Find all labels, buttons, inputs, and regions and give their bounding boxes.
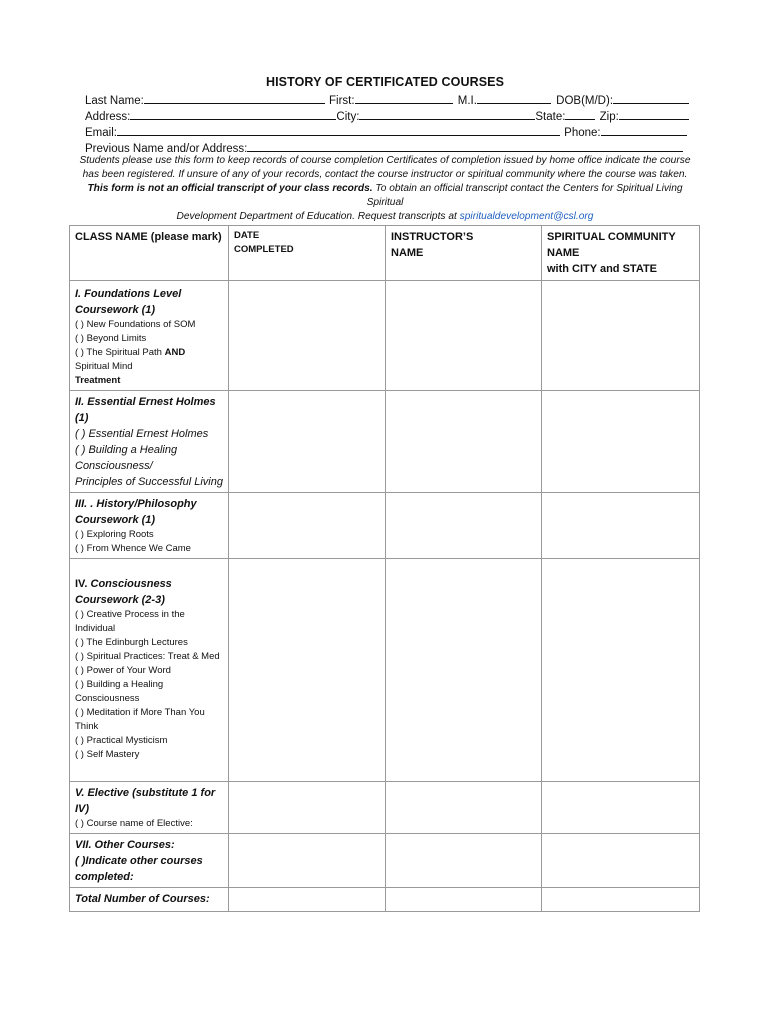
date-completed-cell[interactable] [229, 281, 386, 391]
address-label: Address: [85, 111, 131, 123]
instructor-cell[interactable] [386, 782, 542, 834]
date-completed-cell[interactable] [229, 391, 386, 493]
note-text: Development Department of Education. Request transcripts at [176, 211, 460, 222]
instructor-cell[interactable] [386, 281, 542, 391]
course-option[interactable]: ( ) Beyond Limits [75, 333, 147, 344]
email-label: Email: [85, 127, 117, 139]
section-title: VII. Other Courses: [75, 839, 175, 851]
mi-field[interactable] [477, 92, 551, 104]
note-text: To obtain an official transcript contact the Centers for Spiritual Living [372, 183, 683, 194]
course-cell [70, 888, 229, 912]
course-option[interactable]: ( ) Spiritual Practices: Treat & Med [75, 651, 220, 662]
email-link[interactable]: spiritualdevelopment@csl.org [459, 211, 594, 222]
course-option[interactable]: ( ) Building a Healing Consciousness [75, 679, 164, 704]
date-completed-cell[interactable] [229, 493, 386, 559]
total-cell[interactable] [542, 888, 700, 912]
section-title: III. . History/Philosophy Coursework (1) [75, 498, 197, 526]
course-cell [70, 391, 229, 493]
course-option-continued: Spiritual Mind [75, 361, 133, 372]
header-date-completed: DATE COMPLETED [229, 226, 386, 281]
community-cell[interactable] [542, 559, 700, 782]
header-class-name: CLASS NAME (please mark) [70, 226, 229, 281]
address-row [85, 108, 689, 123]
section-title: I. Foundations Level Coursework (1) [75, 288, 182, 316]
course-option[interactable]: ( ) Building a Healing Consciousness/ [75, 444, 178, 472]
phone-field[interactable] [601, 124, 687, 136]
course-option[interactable]: ( ) Exploring Roots [75, 529, 154, 540]
courses-table [69, 225, 700, 912]
table-row-consciousness [70, 559, 700, 782]
course-option[interactable]: ( ) Meditation if More Than You Think [75, 707, 205, 732]
course-option[interactable]: ( ) Self Mastery [75, 749, 140, 760]
previous-field[interactable] [247, 140, 683, 152]
dob-field[interactable] [613, 92, 689, 104]
course-option[interactable]: ( ) The Spiritual Path AND [75, 347, 186, 358]
total-cell[interactable] [386, 888, 542, 912]
total-courses-label: Total Number of Courses: [75, 893, 210, 905]
course-option[interactable]: ( ) Essential Ernest Holmes [75, 428, 209, 440]
instructor-cell[interactable] [386, 834, 542, 888]
community-cell[interactable] [542, 782, 700, 834]
state-field[interactable] [565, 108, 595, 120]
course-option[interactable]: ( ) Power of Your Word [75, 665, 171, 676]
first-name-field[interactable] [355, 92, 453, 104]
table-row-total [70, 888, 700, 912]
course-cell [70, 493, 229, 559]
note-bold: This form is not an official transcript of your class records. [87, 183, 373, 194]
instructor-cell[interactable] [386, 559, 542, 782]
last-name-field[interactable] [144, 92, 325, 104]
email-row [85, 124, 687, 139]
course-option[interactable]: ( ) Practical Mysticism [75, 735, 168, 746]
section-title: II. Essential Ernest Holmes (1) [75, 396, 216, 424]
form-title: HISTORY OF CERTIFICATED COURSES [265, 75, 505, 89]
header-spiritual-community: SPIRITUAL COMMUNITY NAME with CITY and STATE [542, 226, 700, 281]
community-cell[interactable] [542, 391, 700, 493]
table-row-other-courses [70, 834, 700, 888]
instructor-cell[interactable] [386, 493, 542, 559]
community-cell[interactable] [542, 834, 700, 888]
section-title: V. Elective (substitute 1 for IV) [75, 787, 216, 815]
instructor-cell[interactable] [386, 391, 542, 493]
course-option-continued: Principles of Successful Living [75, 476, 223, 488]
course-option[interactable]: ( ) The Edinburgh Lectures [75, 637, 188, 648]
date-completed-cell[interactable] [229, 559, 386, 782]
name-row [85, 92, 689, 107]
date-completed-cell[interactable] [229, 834, 386, 888]
header-instructor-name: INSTRUCTOR’S NAME [386, 226, 542, 281]
phone-label: Phone: [564, 127, 601, 139]
course-cell [70, 559, 229, 782]
course-option[interactable]: ( ) Creative Process in the Individual [75, 609, 185, 634]
section-title: IV. Consciousness Coursework (2-3) [75, 578, 172, 606]
first-name-label: First: [329, 95, 355, 107]
city-label: City: [336, 111, 360, 123]
table-row-history-philosophy [70, 493, 700, 559]
community-cell[interactable] [542, 281, 700, 391]
course-option[interactable]: ( ) Course name of Elective: [75, 818, 193, 829]
instructions-note [70, 154, 700, 224]
email-field[interactable] [117, 124, 560, 136]
date-completed-cell[interactable] [229, 782, 386, 834]
note-line [70, 182, 700, 196]
state-label: State: [535, 111, 566, 123]
previous-row [85, 140, 683, 155]
note-line: Students please use this form to keep records of course completion Certificates of completion issued by home office indicate the course [79, 155, 691, 166]
total-cell[interactable] [229, 888, 386, 912]
note-line: has been registered. If unsure of any of your records, contact the course instructor or spiritual community where the course was taken. [82, 169, 688, 180]
course-cell [70, 834, 229, 888]
course-option-continued: Treatment [75, 375, 121, 386]
table-row-foundations [70, 281, 700, 391]
table-row-elective [70, 782, 700, 834]
previous-label: Previous Name and/or Address: [85, 143, 248, 155]
address-field[interactable] [130, 108, 336, 120]
table-header-row [70, 226, 700, 281]
last-name-label: Last Name: [85, 95, 144, 107]
note-line: Spiritual [366, 197, 404, 208]
community-cell[interactable] [542, 493, 700, 559]
mi-label: M.I. [457, 95, 477, 107]
note-line [70, 210, 700, 224]
course-option[interactable]: ( ) New Foundations of SOM [75, 319, 196, 330]
course-option[interactable]: ( )Indicate other courses completed: [75, 855, 203, 883]
zip-field[interactable] [619, 108, 689, 120]
course-option[interactable]: ( ) From Whence We Came [75, 543, 191, 554]
dob-label: DOB(M/D): [556, 95, 614, 107]
table-row-essential-holmes [70, 391, 700, 493]
city-field[interactable] [359, 108, 535, 120]
zip-label: Zip: [599, 111, 619, 123]
course-cell [70, 782, 229, 834]
course-cell [70, 281, 229, 391]
